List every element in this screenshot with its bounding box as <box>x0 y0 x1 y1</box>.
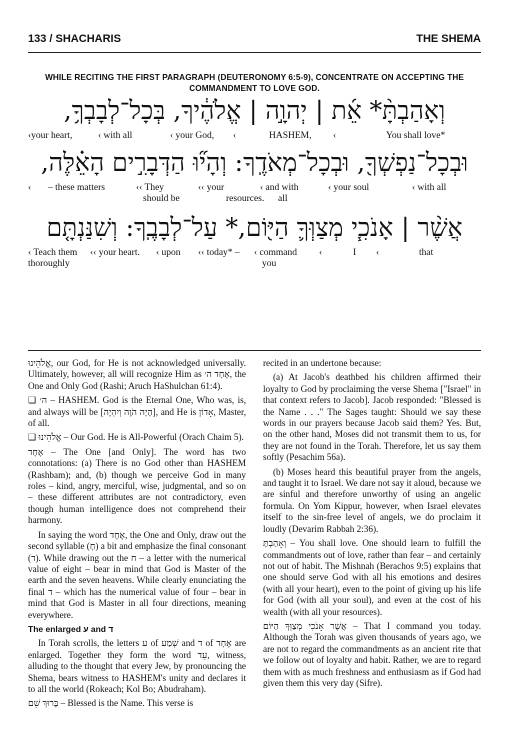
gloss-word: resources. <box>226 194 265 204</box>
commentary-paragraph: בָּרוּךְ שֵׁם – Blessed is the Name. This verse is <box>28 698 194 709</box>
gloss-word: – these matters <box>48 183 105 193</box>
gloss-word: ‹ <box>333 131 337 141</box>
gloss-word: ‹your heart, <box>28 131 73 141</box>
gloss-word: ‹ and with <box>260 183 299 193</box>
gloss-word: I <box>353 248 357 258</box>
commentary-paragraph: (b) Moses heard this beautiful prayer from the angels, and taught it to Israel. We dare not say it aloud, because we are sinful and therefore unworthy of using an angelic formula. On Yom Kippur, however, when Israel elevates itself to the sin-free level of angels, we do proclaim it loudly (Devarim Rabbah 2:36). <box>263 466 481 534</box>
gloss-word: ‹ upon <box>156 248 181 258</box>
gloss-word: ‹ <box>376 248 380 258</box>
gloss-word: You shall love* <box>386 131 446 141</box>
gloss-word: ‹ <box>28 183 32 193</box>
hebrew-line-3: אֲשֶׁ֨ר | אָנֹכִ֧י מְצַוְּךָ֛ הַיּ֖וֹם,* עַל־לְבָבֶֽךָ: וְשִׁנַּנְתָּ֤ם <box>46 213 463 242</box>
gloss-word: ‹ command <box>254 248 298 258</box>
commentary-paragraph: (a) At Jacob's deathbed his children affirmed their loyalty to God by proclaiming the verse Shema ["Israel" in that context refers to Jacob]. Jacob responded: "Blessed is the Name . . ." The Sages taught: Should we say these words in our prayers because Jacob said them? Yes. But, on the other hand, Moses did not transmit them to us, for they are not found in the Torah. Therefore, let us say them softly (Pesachim 56a). <box>263 372 481 463</box>
commentary-left-column <box>28 358 246 713</box>
text-divider-rule <box>28 350 481 351</box>
gloss-word: HASHEM, <box>269 131 312 141</box>
gloss-word: ‹ <box>233 131 237 141</box>
gloss-word: that <box>419 248 434 258</box>
commentary-paragraph: ❑ ה׳ – HASHEM. God is the Eternal One, Who was, is, and always will be [הָיָה הֹוֶה וְיִהְיֶה], and He is אָדוֹן, Master, of all. <box>28 395 246 429</box>
commentary-paragraph: אֲשֶׁר אָנֹכִי מְצַוְּךָ הַיּוֹם – That I command you today. Although the Torah was given thousands of years ago, we are not to regard the commandments as an ancient rite that we follow out of loyalty and habit. Rather, we are to regard them with as much freshness and enthusiasm as if God had given them this very day (Sifre). <box>263 620 481 688</box>
gloss-word: you <box>262 259 277 269</box>
header-rule <box>28 52 481 53</box>
running-header <box>28 33 481 49</box>
gloss-word: ‹ your soul <box>328 183 370 193</box>
gloss-word: ‹‹ They <box>136 183 165 193</box>
gloss-word: thoroughly <box>28 259 70 269</box>
commentary-paragraph: recited in an undertone because: <box>263 358 382 368</box>
gloss-word: ‹ your God, <box>170 131 215 141</box>
gloss-line-3 <box>28 248 481 272</box>
gloss-word: should be <box>143 194 180 204</box>
gloss-word: ‹‹ your <box>198 183 225 193</box>
gloss-word: ‹‹ today* – <box>198 248 240 258</box>
section-title: THE SHEMA <box>416 33 481 45</box>
gloss-line-1 <box>28 131 481 143</box>
gloss-word: ‹ <box>319 248 323 258</box>
gloss-line-2 <box>28 183 481 207</box>
gloss-word: ‹ with all <box>412 183 447 193</box>
commentary-right-column <box>263 358 481 692</box>
gloss-word: ‹ with all <box>98 131 133 141</box>
commentary-paragraph: וְאָהַבְתָּ – You shall love. One should learn to fulfill the commandments out of love, rather than fear – and certainly not out of habit. The Mishnah (Berachos 9:5) explains that one should serve God with all his emotions and desires (with all your heart), even to the point of giving up his life for God (with all your soul), and even at the cost of his wealth (with all your resources). <box>263 538 481 617</box>
instruction-text: WHILE RECITING THE FIRST PARAGRAPH (DEUTERONOMY 6:5-9), CONCENTRATE ON ACCEPTING THE COMMANDMENT TO LOVE GOD. <box>45 73 464 93</box>
commentary-paragraph: אֶחָד – The One [and Only]. The word has two connotations: (a) There is no God other than HASHEM (Rashbam); and, (b) though we perceive God in many roles – kind, angry, merciful, wise, judgmental, and so on – these different attributes are not contradictory, even though human intelligence does not comprehend their harmony. <box>28 446 246 526</box>
gloss-word: all <box>278 194 288 204</box>
page-label: 133 / SHACHARIS <box>28 33 121 45</box>
commentary-paragraph: אֱלֹהֵינוּ, our God, for He is not acknowledged universally. Ultimately, however, all will recognize Him as אֶחָד ה׳, the One and Only God (Rashi; Aruch HaShulchan 61:4). <box>28 358 246 391</box>
hebrew-line-2: וּבְכָל־נַפְשְׁךָ֖, וּבְכָל־מְאֹדֶֽךָ: וְהָי֞וּ הַדְּבָרִ֣ים הָאֵ֗לֶּה, <box>40 148 469 177</box>
gloss-word: ‹ Teach them <box>28 248 78 258</box>
hebrew-line-1: וְאָהַבְתָּ֨* אֵ֜ת | יְהוָ֣ה | אֱלֹהֶ֔יךָ, בְּכָל־לְבָבְךָ֥, <box>63 96 446 125</box>
section-heading: The enlarged ע and ד <box>28 623 114 634</box>
commentary-paragraph: In Torah scrolls, the letters ע of שְׁמַע and ד of אֶחָד are enlarged. Together they form the word עֵד, witness, alluding to the thought that every Jew, by pronouncing the Shema, bears witness to HASHEM's unity and declares it to all the world (Rokeach; Kol Bo; Abudraham). <box>28 638 246 694</box>
gloss-word: ‹‹ your heart. <box>90 248 140 258</box>
commentary-paragraph: In saying the word אֶחָד, the One and Only, draw out the second syllable (חָ) a bit and emphasize the final consonant (ד). While drawing out the ח – a letter with the numerical value of eight – bear in mind that God is Master of the earth and the seven heavens. While clearly enunciating the final ד – which has the numerical value of four – bear in mind that God is Master in all four directions, meaning everywhere. <box>28 529 246 620</box>
commentary-paragraph: ❑ אֱלֹהֵינוּ – Our God. He is All-Powerful (Orach Chaim 5). <box>28 432 244 443</box>
